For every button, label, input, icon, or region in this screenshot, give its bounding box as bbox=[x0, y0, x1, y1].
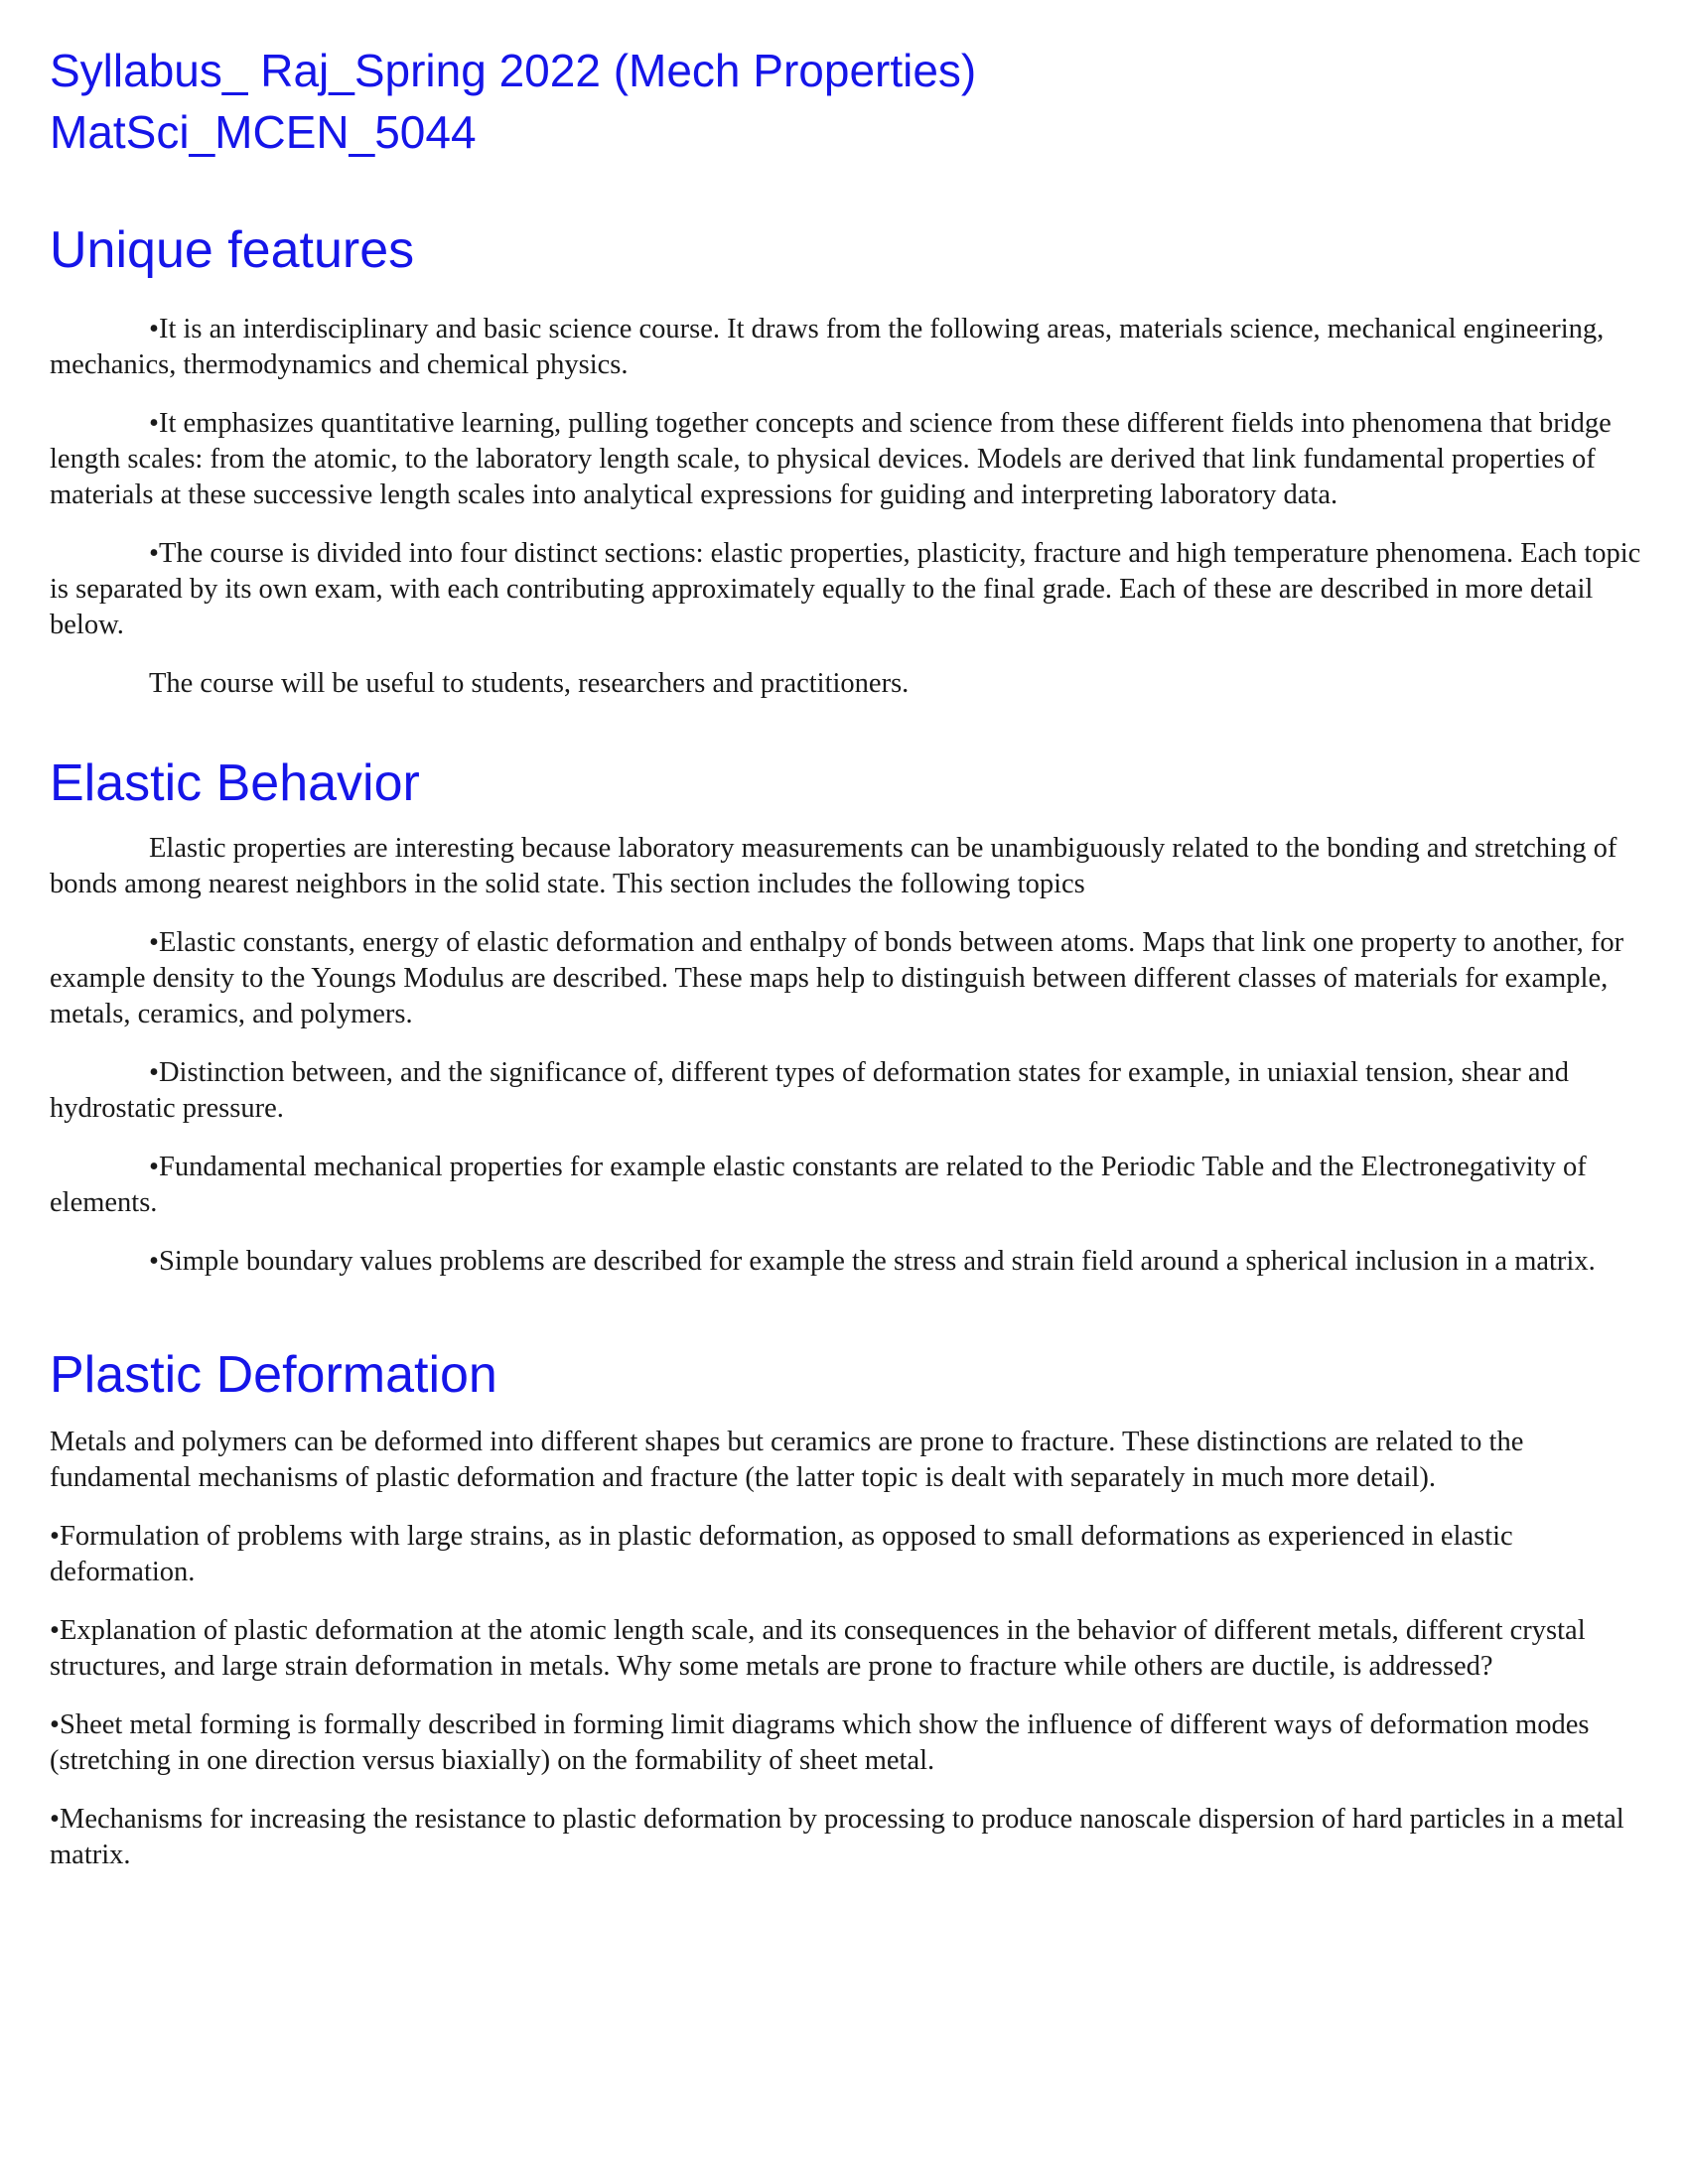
paragraph: •Fundamental mechanical properties for example elastic constants are related to the Periodic Table and the Electronegativity of elements. bbox=[50, 1152, 1587, 1218]
section-heading-elastic-behavior: Elastic Behavior bbox=[50, 754, 420, 812]
paragraph: Metals and polymers can be deformed into different shapes but ceramics are prone to fracture. These distinctions are related to the fundamental mechanisms of plastic deformation and fracture (the latter topic is dealt with separately in much more detail). bbox=[50, 1427, 1524, 1493]
document-page bbox=[50, 40, 1648, 1873]
paragraph: •Simple boundary values problems are described for example the stress and strain field around a spherical inclusion in a matrix. bbox=[149, 1246, 1596, 1277]
paragraph: •Elastic constants, energy of elastic deformation and enthalpy of bonds between atoms. Maps that link one property to another, for example density to the Youngs Modulus are described. These maps help to distinguish between different classes of materials for example, metals, ceramics, and polymers. bbox=[50, 927, 1624, 1029]
paragraph: Elastic properties are interesting because laboratory measurements can be unambiguously related to the bonding and stretching of bonds among nearest neighbors in the solid state. This section includes the following topics bbox=[50, 833, 1618, 899]
paragraph: •The course is divided into four distinct sections: elastic properties, plasticity, fracture and high temperature phenomena. Each topic is separated by its own exam, with each contributing approximately equally to the final grade. Each of these are described in more detail below. bbox=[50, 538, 1641, 640]
paragraph: •Mechanisms for increasing the resistance to plastic deformation by processing to produce nanoscale dispersion of hard particles in a metal matrix. bbox=[50, 1804, 1624, 1870]
paragraph: •It emphasizes quantitative learning, pulling together concepts and science from these different fields into phenomena that bridge length scales: from the atomic, to the laboratory length scale, to physical devices. Models are derived that link fundamental properties of materials at these successive length scales into analytical expressions for guiding and interpreting laboratory data. bbox=[50, 408, 1612, 510]
paragraph: •It is an interdisciplinary and basic science course. It draws from the following areas, materials science, mechanical engineering, mechanics, thermodynamics and chemical physics. bbox=[50, 314, 1605, 380]
section-heading-plastic-deformation: Plastic Deformation bbox=[50, 1346, 497, 1404]
paragraph: •Sheet metal forming is formally described in forming limit diagrams which show the influence of different ways of deformation modes (stretching in one direction versus biaxially) on the formability of sheet metal. bbox=[50, 1709, 1590, 1776]
paragraph: •Formulation of problems with large strains, as in plastic deformation, as opposed to small deformations as experienced in elastic deformation. bbox=[50, 1521, 1513, 1587]
document-title bbox=[50, 40, 1648, 163]
section-heading-unique-features: Unique features bbox=[50, 221, 415, 279]
paragraph: •Explanation of plastic deformation at the atomic length scale, and its consequences in the behavior of different metals, different crystal structures, and large strain deformation in metals. Why some metals are prone to fracture while others are ductile, is addressed? bbox=[50, 1615, 1586, 1682]
paragraph: •Distinction between, and the significance of, different types of deformation states for example, in uniaxial tension, shear and hydrostatic pressure. bbox=[50, 1057, 1570, 1124]
title-line-2: MatSci_MCEN_5044 bbox=[50, 106, 477, 158]
title-line-1: Syllabus_ Raj_Spring 2022 (Mech Properties) bbox=[50, 45, 977, 96]
paragraph: The course will be useful to students, researchers and practitioners. bbox=[149, 668, 910, 699]
